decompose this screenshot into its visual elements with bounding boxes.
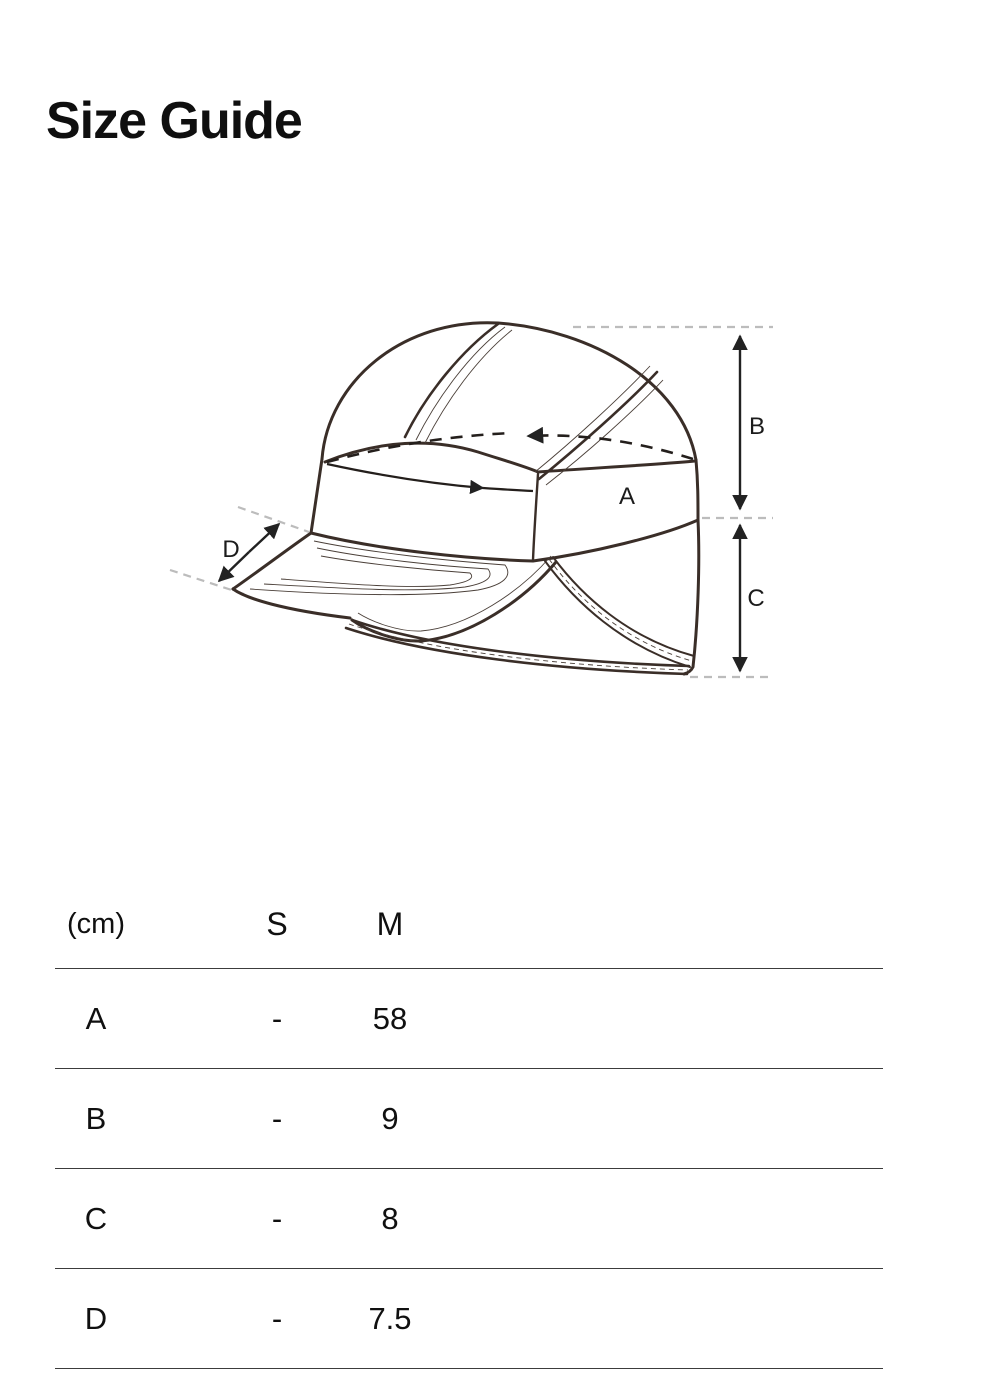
header-col-m: M: [376, 906, 404, 942]
row-label-cell: C: [84, 1200, 108, 1236]
cell-s: -: [271, 1000, 283, 1036]
header-col-s: S: [266, 906, 288, 942]
row-label-cell: A: [85, 1000, 107, 1036]
table-row: [55, 1169, 883, 1269]
header-unit-cell: (cm): [67, 908, 125, 940]
neck-flap: [346, 520, 699, 674]
table-row: [55, 969, 883, 1069]
hat-outline: [311, 323, 698, 561]
table-row: [55, 1069, 883, 1169]
cell-m: 8: [381, 1200, 399, 1236]
table-header-row: [55, 881, 883, 969]
label-a: A: [618, 483, 636, 510]
table-row: [55, 1269, 883, 1369]
cell-m: 9: [381, 1100, 399, 1136]
cell-s: -: [271, 1200, 283, 1236]
row-label-cell: D: [84, 1300, 108, 1336]
hat-diagram: [150, 295, 810, 695]
size-table: [55, 881, 883, 1369]
label-c: C: [747, 585, 765, 612]
cell-s: -: [271, 1100, 283, 1136]
label-d: D: [222, 536, 240, 563]
reference-lines: [170, 327, 773, 677]
cell-m: 58: [372, 1000, 408, 1036]
crown-seams: [405, 324, 663, 485]
cell-m: 7.5: [368, 1300, 412, 1336]
cell-s: -: [271, 1300, 283, 1336]
page-title: Size Guide: [46, 92, 302, 150]
label-b: B: [748, 413, 766, 440]
row-label-cell: B: [85, 1100, 107, 1136]
